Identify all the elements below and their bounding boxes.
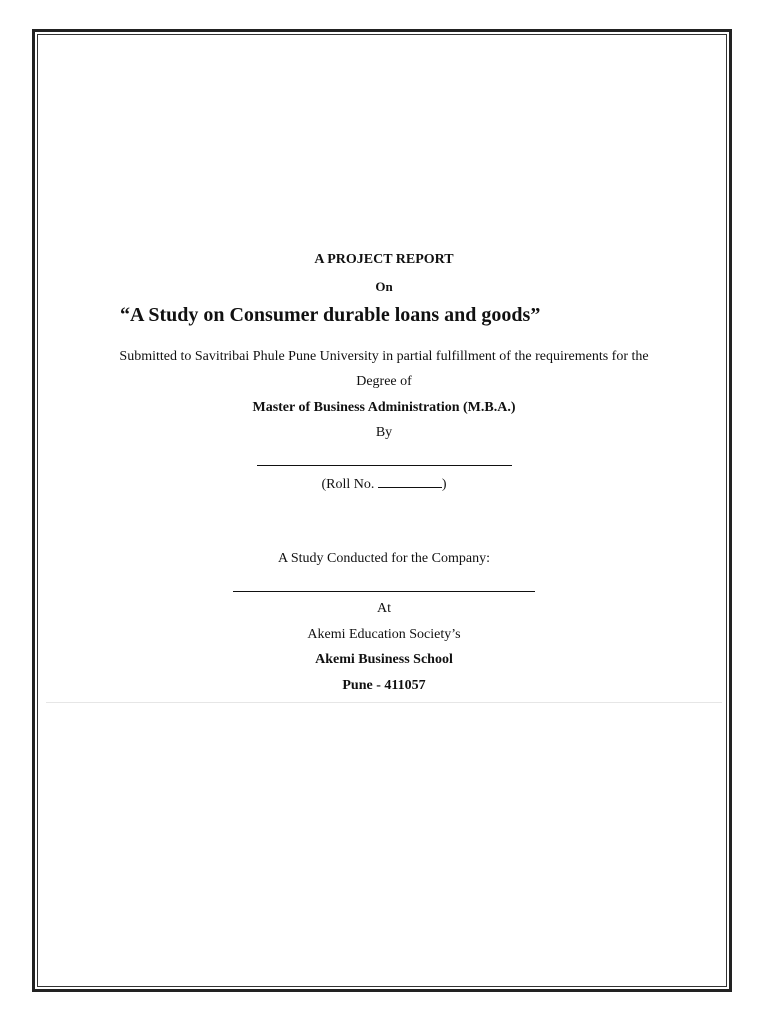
society-name: Akemi Education Society’s [307,627,461,642]
degree-of-label: Degree of [356,374,412,389]
report-label: A PROJECT REPORT [314,252,454,267]
degree-name: Master of Business Administration (M.B.A.) [252,400,516,415]
company-intro: A Study Conducted for the Company: [278,551,490,566]
roll-suffix: ) [441,477,447,492]
school-name: Akemi Business School [315,652,453,667]
submitted-statement: Submitted to Savitribai Phule Pune University in partial fulfillment of the requirements for the [119,349,649,364]
faint-divider [46,702,722,703]
company-name-blank [233,591,535,592]
by-label: By [375,425,393,440]
roll-number-line [0,475,768,493]
roll-prefix: (Roll No. [321,477,378,492]
student-name-blank [257,465,512,466]
school-city: Pune - 411057 [342,678,426,693]
page-border-inner [37,34,727,987]
report-title: “A Study on Consumer durable loans and goods” [120,304,541,326]
on-label: On [375,279,393,294]
roll-number-blank [378,475,442,488]
at-label: At [377,601,391,616]
